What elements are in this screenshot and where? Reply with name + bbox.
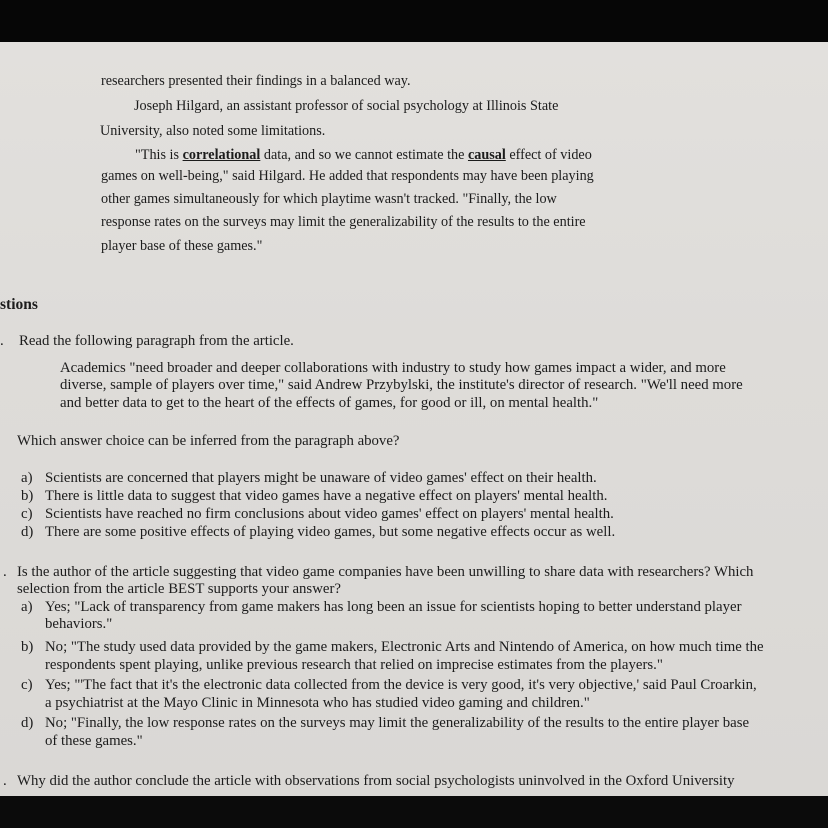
option-text: No; "The study used data provided by the game makers, Electronic Arts and Nintendo of America, on how much time the — [45, 639, 764, 655]
option-text: a psychiatrist at the Mayo Clinic in Minnesota who has studied video gaming and children." — [45, 695, 590, 711]
keyword-causal: causal — [467, 147, 506, 163]
question-text: Which answer choice can be inferred from the paragraph above? — [17, 433, 400, 449]
quote-line: and better data to get to the heart of the effects of games, for good or ill, on mental health." — [60, 395, 599, 411]
option-text: behaviors." — [45, 616, 113, 632]
option-letter: a) — [21, 599, 33, 615]
option-letter: b) — [21, 639, 34, 655]
question-number: . — [3, 773, 7, 789]
article-text: data, and so we cannot estimate the — [260, 147, 468, 163]
option-text: There is little data to suggest that video games have a negative effect on players' mental health. — [45, 488, 608, 504]
option-letter: a) — [21, 470, 33, 486]
option-letter: c) — [21, 677, 33, 693]
article-line: response rates on the surveys may limit the generalizability of the results to the entire — [101, 214, 586, 230]
option-text: respondents spent playing, unlike previous research that relied on imprecise estimates from the players." — [45, 657, 663, 673]
article-line: player base of these games." — [101, 238, 263, 254]
option-text: Scientists have reached no firm conclusions about video games' effect on players' mental health. — [45, 506, 614, 522]
article-line: University, also noted some limitations. — [100, 123, 326, 139]
worksheet-page — [0, 42, 828, 796]
keyword-correlational: correlational — [182, 147, 261, 163]
option-letter: d) — [21, 524, 34, 540]
article-line: other games simultaneously for which playtime wasn't tracked. "Finally, the low — [101, 191, 557, 207]
question-prompt: selection from the article BEST supports your answer? — [17, 581, 341, 597]
article-line: games on well-being," said Hilgard. He added that respondents may have been playing — [101, 168, 594, 184]
article-line: researchers presented their findings in a balanced way. — [101, 73, 411, 89]
question-number: . — [3, 564, 7, 580]
option-text: No; "Finally, the low response rates on the surveys may limit the generalizability of the results to the entire player base — [45, 715, 750, 731]
article-line — [135, 147, 592, 163]
option-text: Scientists are concerned that players might be unaware of video games' effect on their health. — [45, 470, 597, 486]
option-letter: c) — [21, 506, 33, 522]
photo-bottom-shadow — [0, 796, 828, 828]
question-prompt: Is the author of the article suggesting that video game companies have been unwilling to share data with researchers? Which — [17, 564, 754, 580]
article-text: "This is — [135, 147, 183, 163]
quote-line: Academics "need broader and deeper collaborations with industry to study how games impact a wider, and more — [60, 360, 726, 376]
article-text: effect of video — [505, 147, 592, 163]
option-letter: b) — [21, 488, 34, 504]
questions-heading: stions — [0, 296, 38, 313]
photo-top-shadow — [0, 0, 828, 42]
option-text: There are some positive effects of playing video games, but some negative effects occur as well. — [45, 524, 616, 540]
option-text: Yes; "Lack of transparency from game makers has long been an issue for scientists hoping to better understand player — [45, 599, 742, 615]
option-text: of these games." — [45, 733, 143, 749]
question-number: . — [0, 333, 4, 349]
option-text: Yes; "'The fact that it's the electronic data collected from the device is very good, it's very objective,' said Paul Croarkin, — [45, 677, 757, 693]
question-prompt: Read the following paragraph from the article. — [19, 333, 294, 349]
option-letter: d) — [21, 715, 34, 731]
article-line: Joseph Hilgard, an assistant professor of social psychology at Illinois State — [134, 98, 559, 114]
question-prompt: Why did the author conclude the article with observations from social psychologists uninvolved in the Oxford University — [17, 773, 735, 789]
quote-line: diverse, sample of players over time," said Andrew Przybylski, the institute's director of research. "We'll need more — [60, 377, 743, 393]
